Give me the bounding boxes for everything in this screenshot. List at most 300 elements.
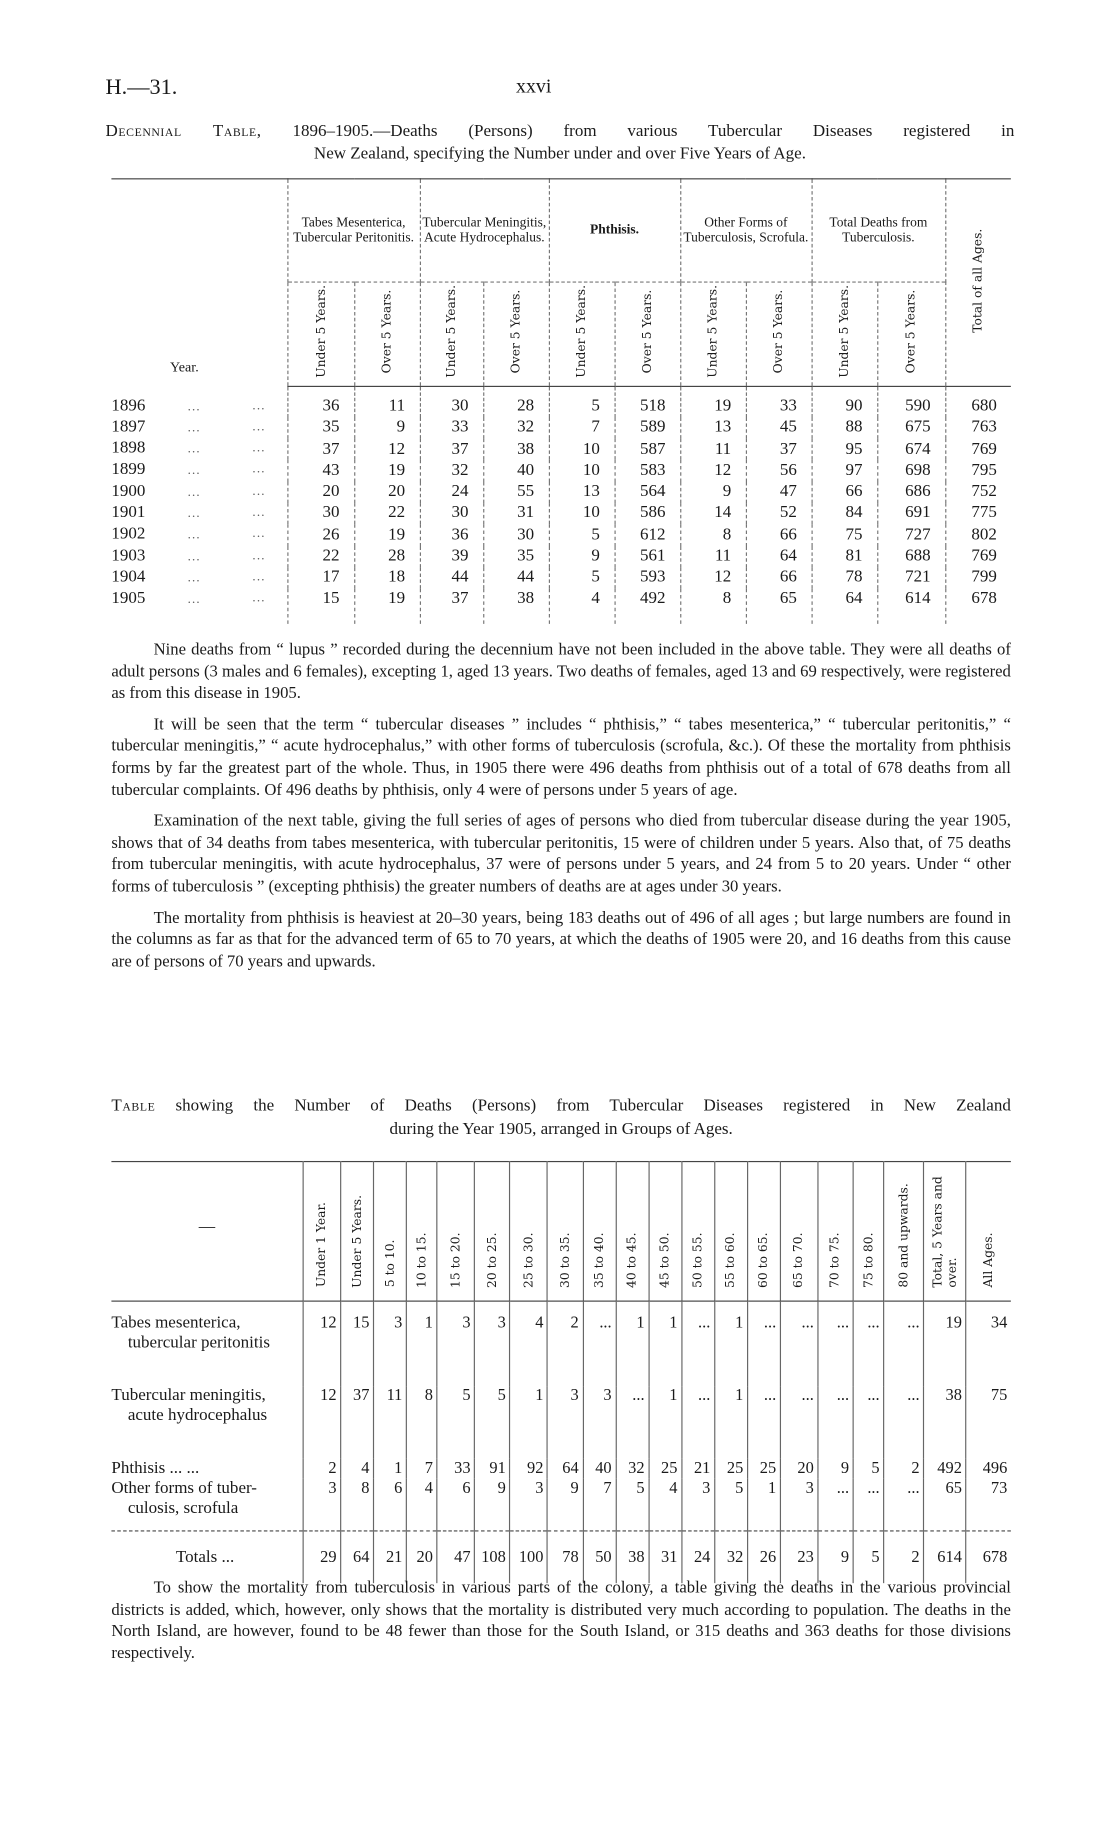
- total-cell: 32: [714, 1531, 747, 1583]
- table-row: [111, 482, 1011, 503]
- value-cell: 31: [483, 503, 549, 524]
- value-cell: 686: [877, 482, 945, 503]
- age-column-header: [341, 1162, 374, 1302]
- total-cell: 29: [303, 1531, 341, 1583]
- value-cell: ...: [818, 1386, 853, 1459]
- value-cell: 33: [746, 386, 812, 417]
- year: 1905: [111, 588, 146, 608]
- subheader-label: Under 5 Years.: [313, 285, 328, 379]
- value-cell: 36: [287, 386, 354, 417]
- value-cell: 12: [680, 460, 746, 481]
- value-cell: 78: [812, 567, 878, 588]
- value-cell: ...: [853, 1479, 884, 1531]
- group-header: Total Deaths from Tuberculosis.: [812, 179, 946, 282]
- value-cell: 2: [884, 1459, 924, 1479]
- value-cell: 52: [746, 503, 812, 524]
- disease-label-first: Tabes mesenterica,: [111, 1313, 241, 1333]
- dot-leader: ...: [252, 419, 266, 434]
- value-cell: 11: [680, 546, 746, 567]
- totals-label: Totals ...: [111, 1531, 303, 1583]
- age-column-label: 25 to 30.: [521, 1232, 536, 1288]
- age-column-header: [616, 1162, 649, 1302]
- value-cell: 4: [406, 1479, 437, 1531]
- value-cell: 3: [548, 1386, 583, 1459]
- age-column-label: Total, 5 Years and over.: [930, 1176, 959, 1288]
- year-cell: [111, 386, 287, 417]
- value-cell: 763: [945, 417, 1011, 438]
- table2-title-prefix: Table: [111, 1096, 156, 1116]
- disease-label-first: Other forms of tuber-: [111, 1478, 257, 1498]
- value-cell: 30: [287, 503, 354, 524]
- subheader-label: Over 5 Years.: [640, 290, 655, 374]
- value-cell: 4: [549, 589, 615, 624]
- value-cell: 590: [877, 386, 945, 417]
- value-cell: 2: [303, 1459, 341, 1479]
- value-cell: 769: [945, 439, 1011, 460]
- value-cell: 15: [341, 1301, 374, 1386]
- over-5-years-header: [746, 282, 812, 386]
- group-header: Other Forms of Tuberculosis, Scrofula.: [680, 179, 811, 282]
- year-cell: [111, 460, 287, 481]
- paragraph: The mortality from phthisis is heaviest at 20–30 years, being 183 deaths out of 496 of all ages ; but large numbers are found in the columns as far as that for the advanced term of 65 to 70 years, at which the deaths of 1905 were 20, and 16 deaths from this cause are of persons of 70 years and upwards.: [111, 908, 1011, 971]
- year: 1903: [111, 545, 146, 565]
- over-5-years-header: [354, 282, 420, 386]
- value-cell: 9: [818, 1459, 853, 1479]
- subheader-label: Under 5 Years.: [574, 285, 589, 379]
- value-cell: ...: [818, 1301, 853, 1386]
- total-all-ages-label: Total of all Ages.: [971, 228, 986, 333]
- page-number: xxvi: [515, 75, 552, 98]
- disease-label-first: Phthisis ... ...: [111, 1458, 200, 1478]
- value-cell: 1: [374, 1459, 407, 1479]
- value-cell: 19: [354, 460, 420, 481]
- value-cell: ...: [682, 1301, 715, 1386]
- value-cell: 10: [549, 460, 615, 481]
- total-cell: 38: [616, 1531, 649, 1583]
- paragraph: Nine deaths from “ lupus ” recorded during the decennium have not been included in the above table. They were all deaths of adult persons (3 males and 6 females), excepting 1, aged 13 years. Two deaths of females, aged 13 and 69 respectively, were registered as from this disease in 1905.: [111, 640, 1011, 703]
- value-cell: 561: [615, 546, 681, 567]
- year: 1904: [111, 567, 146, 587]
- value-cell: 752: [945, 482, 1011, 503]
- total-cell: 9: [818, 1531, 853, 1583]
- value-cell: ...: [682, 1386, 715, 1459]
- value-cell: 802: [945, 525, 1011, 546]
- value-cell: 13: [549, 482, 615, 503]
- value-cell: 25: [747, 1459, 780, 1479]
- value-cell: 1: [616, 1301, 649, 1386]
- age-column-label: 70 to 75.: [828, 1232, 843, 1288]
- value-cell: 3: [437, 1301, 475, 1386]
- value-cell: 799: [945, 567, 1011, 588]
- value-cell: 3: [583, 1386, 616, 1459]
- value-cell: 44: [420, 567, 483, 588]
- table-row: [111, 386, 1011, 417]
- decennial-table: [111, 178, 1011, 624]
- table-row: [111, 1459, 1010, 1479]
- value-cell: 775: [945, 503, 1011, 524]
- value-cell: 38: [483, 589, 549, 624]
- value-cell: 5: [616, 1479, 649, 1531]
- value-cell: 583: [615, 460, 681, 481]
- year: 1897: [111, 417, 146, 437]
- value-cell: 593: [615, 567, 681, 588]
- disease-label: [111, 1479, 303, 1531]
- value-cell: 30: [483, 525, 549, 546]
- value-cell: 7: [406, 1459, 437, 1479]
- total-cell: 26: [747, 1531, 780, 1583]
- value-cell: 19: [354, 525, 420, 546]
- value-cell: 28: [483, 386, 549, 417]
- value-cell: 9: [475, 1479, 510, 1531]
- value-cell: 39: [420, 546, 483, 567]
- value-cell: 1: [714, 1301, 747, 1386]
- value-cell: 674: [877, 439, 945, 460]
- value-cell: 20: [780, 1459, 818, 1479]
- table2-title-line1: showing the Number of Deaths (Persons) from Tubercular Diseases registered in New Zealand: [175, 1096, 1011, 1116]
- disease-label: [111, 1301, 303, 1386]
- subheader-label: Over 5 Years.: [508, 290, 524, 374]
- value-cell: 44: [483, 567, 549, 588]
- value-cell: 5: [549, 386, 615, 417]
- table-row: [111, 503, 1011, 524]
- value-cell: 19: [924, 1301, 966, 1386]
- disease-label-rest: tubercular peritonitis: [127, 1333, 270, 1353]
- year: 1899: [111, 460, 146, 479]
- value-cell: 11: [354, 386, 420, 417]
- value-cell: 81: [812, 546, 878, 567]
- table1-title-prefix: Decennial Table,: [105, 121, 262, 141]
- disease-label-first: Tubercular meningitis,: [111, 1386, 266, 1405]
- dot-leader: ...: [252, 526, 266, 541]
- age-column-header: [510, 1162, 548, 1302]
- total-cell: 100: [510, 1531, 548, 1583]
- year: 1900: [111, 481, 146, 501]
- value-cell: 32: [420, 460, 483, 481]
- disease-label-rest: culosis, scrofula: [127, 1498, 239, 1518]
- value-cell: 12: [303, 1301, 341, 1386]
- age-column-header: [818, 1162, 853, 1302]
- value-cell: 95: [812, 439, 878, 460]
- value-cell: 564: [615, 482, 681, 503]
- value-cell: 18: [354, 567, 420, 588]
- age-column-label: 50 to 55.: [690, 1232, 706, 1288]
- value-cell: 795: [945, 460, 1011, 481]
- year-cell: [111, 503, 287, 524]
- value-cell: 496: [966, 1459, 1011, 1479]
- dot-leader: ...: [187, 528, 201, 543]
- dot-leader: ...: [187, 592, 201, 607]
- value-cell: 30: [420, 503, 483, 524]
- dot-leader: ...: [187, 420, 201, 435]
- age-column-header: [924, 1162, 966, 1302]
- value-cell: 84: [812, 503, 878, 524]
- body-text: [111, 639, 1010, 972]
- value-cell: 7: [549, 417, 615, 438]
- dot-leader: ...: [252, 548, 266, 563]
- subheader-label: Over 5 Years.: [904, 290, 919, 374]
- value-cell: 64: [548, 1459, 583, 1479]
- value-cell: 32: [616, 1459, 649, 1479]
- age-column-header: [406, 1162, 437, 1302]
- under-5-years-header: [549, 282, 615, 386]
- dot-leader: ...: [252, 462, 266, 477]
- total-cell: 64: [341, 1531, 374, 1583]
- subheader-label: Under 5 Years.: [837, 285, 852, 379]
- subheader-label: Over 5 Years.: [379, 290, 395, 374]
- age-column-header: [583, 1162, 616, 1302]
- value-cell: 19: [354, 589, 420, 624]
- group-header: Tabes Mesenterica, Tubercular Peritonitis.: [287, 179, 420, 282]
- dot-leader: ...: [187, 485, 201, 500]
- value-cell: 698: [877, 460, 945, 481]
- table-row: [111, 460, 1011, 481]
- value-cell: 35: [287, 417, 354, 438]
- age-column-label: 15 to 20.: [448, 1232, 463, 1288]
- value-cell: 10: [549, 503, 615, 524]
- age-column-header: [437, 1162, 475, 1302]
- year: 1896: [111, 395, 146, 415]
- value-cell: 25: [714, 1459, 747, 1479]
- value-cell: ...: [583, 1301, 616, 1386]
- value-cell: 614: [877, 589, 945, 624]
- value-cell: 91: [475, 1459, 510, 1479]
- total-cell: 108: [475, 1531, 510, 1583]
- year-cell: [111, 439, 287, 460]
- value-cell: 35: [483, 546, 549, 567]
- subheader-label: Under 5 Years.: [444, 285, 459, 379]
- value-cell: 37: [341, 1386, 374, 1459]
- age-column-label: 65 to 70.: [792, 1232, 807, 1288]
- value-cell: 688: [877, 546, 945, 567]
- age-column-label: 60 to 65.: [756, 1232, 771, 1288]
- over-5-years-header: [877, 282, 945, 386]
- value-cell: ...: [853, 1301, 884, 1386]
- paragraph: It will be seen that the term “ tubercular diseases ” includes “ phthisis,” “ tabes mesenterica,” “ tubercular peritonitis,” “ tubercular meningitis,” “ acute hydrocephalus,” with other forms of tuberculosis (scrofula, &c.). Of these the mortality from phthisis forms by far the greatest part of the whole. Thus, in 1905 there were 496 deaths from phthisis out of a total of 678 deaths from all tubercular complaints. Of 496 deaths by phthisis, only 4 were of persons under 5 years of age.: [111, 715, 1011, 800]
- value-cell: 3: [510, 1479, 548, 1531]
- value-cell: 492: [924, 1459, 966, 1479]
- value-cell: 15: [287, 589, 354, 624]
- total-cell: 31: [649, 1531, 682, 1583]
- total-cell: 21: [374, 1531, 407, 1583]
- table-row: [111, 439, 1011, 460]
- value-cell: 64: [812, 589, 878, 624]
- value-cell: 43: [287, 460, 354, 481]
- value-cell: 10: [549, 439, 615, 460]
- value-cell: 36: [420, 525, 483, 546]
- value-cell: ...: [780, 1386, 818, 1459]
- value-cell: ...: [884, 1479, 924, 1531]
- value-cell: 73: [966, 1479, 1011, 1531]
- table2-title-line2: during the Year 1905, arranged in Groups of Ages.: [389, 1119, 733, 1139]
- value-cell: 3: [303, 1479, 341, 1531]
- value-cell: ...: [818, 1479, 853, 1531]
- age-column-header: [884, 1162, 924, 1302]
- value-cell: 3: [374, 1301, 407, 1386]
- age-column-label: 5 to 10.: [382, 1240, 398, 1288]
- table-row: [111, 1301, 1010, 1386]
- age-column-label: All Ages.: [981, 1232, 996, 1288]
- table1-title-line2: New Zealand, specifying the Number under and over Five Years of Age.: [313, 144, 806, 164]
- under-5-years-header: [420, 282, 483, 386]
- value-cell: 38: [924, 1386, 966, 1459]
- row-label-header: —: [111, 1162, 303, 1302]
- age-column-header: [303, 1162, 341, 1302]
- subheader-label: Over 5 Years.: [771, 290, 786, 374]
- value-cell: 30: [420, 386, 483, 417]
- value-cell: 47: [746, 482, 812, 503]
- value-cell: 612: [615, 525, 681, 546]
- value-cell: ...: [884, 1386, 924, 1459]
- value-cell: 4: [341, 1459, 374, 1479]
- age-column-label: Under 5 Years.: [350, 1194, 365, 1288]
- year: 1901: [111, 503, 146, 522]
- value-cell: ...: [884, 1301, 924, 1386]
- dot-leader: ...: [187, 549, 201, 564]
- value-cell: 92: [510, 1459, 548, 1479]
- value-cell: 21: [682, 1459, 715, 1479]
- year-header: Year.: [170, 358, 199, 375]
- value-cell: 66: [746, 525, 812, 546]
- value-cell: 12: [303, 1386, 341, 1459]
- table-row: [111, 589, 1011, 624]
- value-cell: 28: [354, 546, 420, 567]
- value-cell: 680: [945, 386, 1011, 417]
- value-cell: 22: [354, 503, 420, 524]
- value-cell: 56: [746, 460, 812, 481]
- value-cell: 9: [548, 1479, 583, 1531]
- value-cell: 65: [746, 589, 812, 624]
- year-cell: [111, 525, 287, 546]
- value-cell: 518: [615, 386, 681, 417]
- value-cell: 769: [945, 546, 1011, 567]
- over-5-years-header: [483, 282, 549, 386]
- value-cell: 65: [924, 1479, 966, 1531]
- total-cell: 614: [924, 1531, 966, 1583]
- value-cell: 90: [812, 386, 878, 417]
- value-cell: 11: [680, 439, 746, 460]
- value-cell: 5: [437, 1386, 475, 1459]
- age-column-label: 45 to 50.: [658, 1232, 673, 1288]
- group-header: Phthisis.: [549, 179, 680, 282]
- dot-leader: ...: [252, 483, 266, 499]
- totals-row: [111, 1531, 1010, 1583]
- value-cell: 6: [374, 1479, 407, 1531]
- value-cell: 64: [746, 546, 812, 567]
- table-row: [111, 1386, 1010, 1459]
- age-column-label: 30 to 35.: [558, 1232, 573, 1288]
- value-cell: 1: [649, 1386, 682, 1459]
- value-cell: 1: [747, 1479, 780, 1531]
- age-column-label: 20 to 25.: [485, 1232, 500, 1288]
- value-cell: 26: [287, 525, 354, 546]
- age-column-label: 35 to 40.: [592, 1232, 607, 1288]
- closing-paragraph: To show the mortality from tuberculosis in various parts of the colony, a table giving the deaths in the various provincial districts is added, which, however, only shows that the mortality is distributed very much according to population. The deaths in the North Island, are however, found to be 48 fewer than those for the South Island, or 315 deaths and 363 deaths for those divisions respectively.: [111, 1578, 1011, 1663]
- value-cell: 3: [475, 1301, 510, 1386]
- value-cell: ...: [616, 1386, 649, 1459]
- dot-leader: ...: [187, 463, 201, 478]
- disease-label-rest: acute hydrocephalus: [127, 1406, 268, 1425]
- value-cell: 17: [287, 567, 354, 588]
- value-cell: 5: [549, 567, 615, 588]
- dot-leader: ...: [252, 591, 266, 606]
- group-header: Tubercular Meningitis, Acute Hydrocephalus.: [420, 179, 549, 282]
- age-groups-table: [111, 1161, 1010, 1583]
- value-cell: 37: [420, 589, 483, 624]
- value-cell: ...: [747, 1386, 780, 1459]
- age-column-header: [475, 1162, 510, 1302]
- closing-text: [111, 1577, 1010, 1664]
- age-column-label: 80 and upwards.: [896, 1183, 911, 1288]
- total-cell: 24: [682, 1531, 715, 1583]
- value-cell: 9: [354, 417, 420, 438]
- value-cell: 13: [680, 417, 746, 438]
- year: 1902: [111, 524, 146, 544]
- dot-leader: ...: [187, 442, 201, 457]
- year-cell: [111, 567, 287, 588]
- value-cell: 8: [680, 525, 746, 546]
- value-cell: 20: [354, 482, 420, 503]
- value-cell: 7: [583, 1479, 616, 1531]
- value-cell: 8: [680, 589, 746, 624]
- age-column-header: [780, 1162, 818, 1302]
- dot-leader: ...: [252, 505, 266, 520]
- value-cell: 6: [437, 1479, 475, 1531]
- value-cell: 1: [406, 1301, 437, 1386]
- paragraph: Examination of the next table, giving the full series of ages of persons who died from tubercular disease during the year 1905, shows that of 34 deaths from tabes mesenterica, with tubercular peritonitis, 15 were of children under 5 years. Also that, of 75 deaths from tubercular meningitis, with acute hydrocephalus, 37 were of persons under 5 years, and 24 from 5 to 20 years. Under “ other forms of tuberculosis ” (excepting phthisis) the greater numbers of deaths are at ages under 30 years.: [111, 811, 1011, 896]
- value-cell: 8: [406, 1386, 437, 1459]
- total-cell: 50: [583, 1531, 616, 1583]
- value-cell: 88: [812, 417, 878, 438]
- value-cell: 11: [374, 1386, 407, 1459]
- table-row: [111, 525, 1011, 546]
- value-cell: 4: [649, 1479, 682, 1531]
- age-column-label: 55 to 60.: [723, 1232, 738, 1288]
- value-cell: 1: [510, 1386, 548, 1459]
- value-cell: 5: [853, 1459, 884, 1479]
- age-column-label: 10 to 15.: [414, 1232, 429, 1288]
- value-cell: 2: [548, 1301, 583, 1386]
- value-cell: ...: [780, 1301, 818, 1386]
- year: 1898: [111, 438, 146, 458]
- value-cell: 97: [812, 460, 878, 481]
- table-row: [111, 546, 1011, 567]
- value-cell: 25: [649, 1459, 682, 1479]
- year-cell: [111, 482, 287, 503]
- dot-leader: ...: [187, 570, 201, 586]
- value-cell: 45: [746, 417, 812, 438]
- value-cell: 678: [945, 589, 1011, 624]
- value-cell: 66: [812, 482, 878, 503]
- value-cell: 32: [483, 417, 549, 438]
- value-cell: 20: [287, 482, 354, 503]
- value-cell: 37: [287, 439, 354, 460]
- total-cell: 678: [966, 1531, 1011, 1583]
- disease-label: [111, 1386, 303, 1459]
- age-column-header: [649, 1162, 682, 1302]
- table-row: [111, 1479, 1010, 1531]
- over-5-years-header: [615, 282, 681, 386]
- value-cell: 66: [746, 567, 812, 588]
- table1-title-line1: 1896–1905.—Deaths (Persons) from various Tubercular Diseases registered in: [292, 121, 1015, 141]
- value-cell: 14: [680, 503, 746, 524]
- value-cell: 691: [877, 503, 945, 524]
- value-cell: 12: [354, 439, 420, 460]
- value-cell: 5: [475, 1386, 510, 1459]
- total-cell: 23: [780, 1531, 818, 1583]
- value-cell: 55: [483, 482, 549, 503]
- value-cell: 24: [420, 482, 483, 503]
- table-row: [111, 567, 1011, 588]
